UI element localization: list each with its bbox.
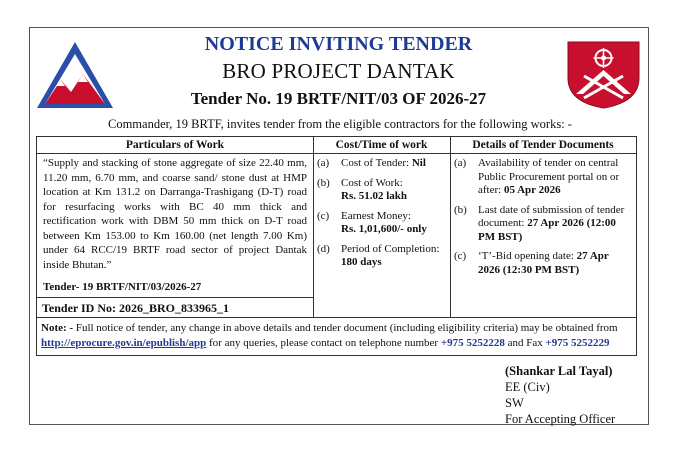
tender-table xyxy=(36,136,637,318)
signatory-role: For Accepting Officer xyxy=(505,412,616,426)
fax-number: +975 5252229 xyxy=(545,337,610,349)
doc-item: (c) ‘T’-Bid opening date: 27 Apr 2026 (12:30 PM BST) xyxy=(454,250,609,276)
tender-number: Tender No. 19 BRTF/NIT/03 OF 2026-27 xyxy=(190,89,487,108)
cost-item: (c) Earnest Money: Rs. 1,01,600/- only xyxy=(317,209,427,235)
doc-item: (a) Availability of tender on central Public Procurement portal on or after: 05 Apr 2026 xyxy=(454,157,620,196)
note-box: Note: - Full notice of tender, any change in above details and tender document (including eligibility criteria) may be obtained from http://eprocure.gov.in/epublish/app for any queries, please contact on telephone number +975 5252228 and Fax +975 5252229 xyxy=(36,318,637,356)
signature-block xyxy=(505,363,615,427)
particulars-column xyxy=(37,137,314,317)
signatory-unit: SW xyxy=(505,396,524,410)
work-description: “Supply and stacking of stone aggregate of size 22.40 mm, 11.20 mm, 6.70 mm, and coarse sand/ stone dust at HMP location at Km 131.2 on Darranga-Trashigang (D-T) road for resurfacing works with BC 40 mm thick and rectification work with DBM 50 mm thick on D-T road between Km 153.00 to Km 160.00 (net length 7.00 Km) under 64 RCC/19 BRTF road sector of project Dantak inside Bhutan.” xyxy=(43,157,307,271)
intro-text: Commander, 19 BRTF, invites tender from the eligible contractors for the following works: - xyxy=(108,117,572,131)
cost-item: (b) Cost of Work: Rs. 51.02 lakh xyxy=(317,176,408,202)
notice-title: NOTICE INVITING TENDER xyxy=(204,33,473,55)
signatory-designation: EE (Civ) xyxy=(505,380,550,394)
phone-number: +975 5252228 xyxy=(440,337,505,349)
tender-id: Tender ID No: 2026_BRO_833965_1 xyxy=(37,297,313,317)
documents-header: Details of Tender Documents xyxy=(450,137,636,154)
cost-item: (d) Period of Completion: 180 days xyxy=(317,242,440,268)
doc-item: (b) Last date of submission of tender document: 27 Apr 2026 (12:00 PM BST) xyxy=(454,203,625,243)
cost-header: Cost/Time of work xyxy=(313,137,450,154)
project-title: BRO PROJECT DANTAK xyxy=(222,59,455,83)
signatory-name: (Shankar Lal Tayal) xyxy=(505,364,613,378)
cost-column xyxy=(313,137,451,317)
tender-reference: Tender- 19 BRTF/NIT/03/2026-27 xyxy=(43,281,202,293)
documents-column xyxy=(450,137,636,317)
particulars-header: Particulars of Work xyxy=(37,137,313,154)
eprocure-link[interactable]: http://eprocure.gov.in/epublish/app xyxy=(41,337,207,349)
cost-item: (a) Cost of Tender: Nil xyxy=(317,157,426,169)
